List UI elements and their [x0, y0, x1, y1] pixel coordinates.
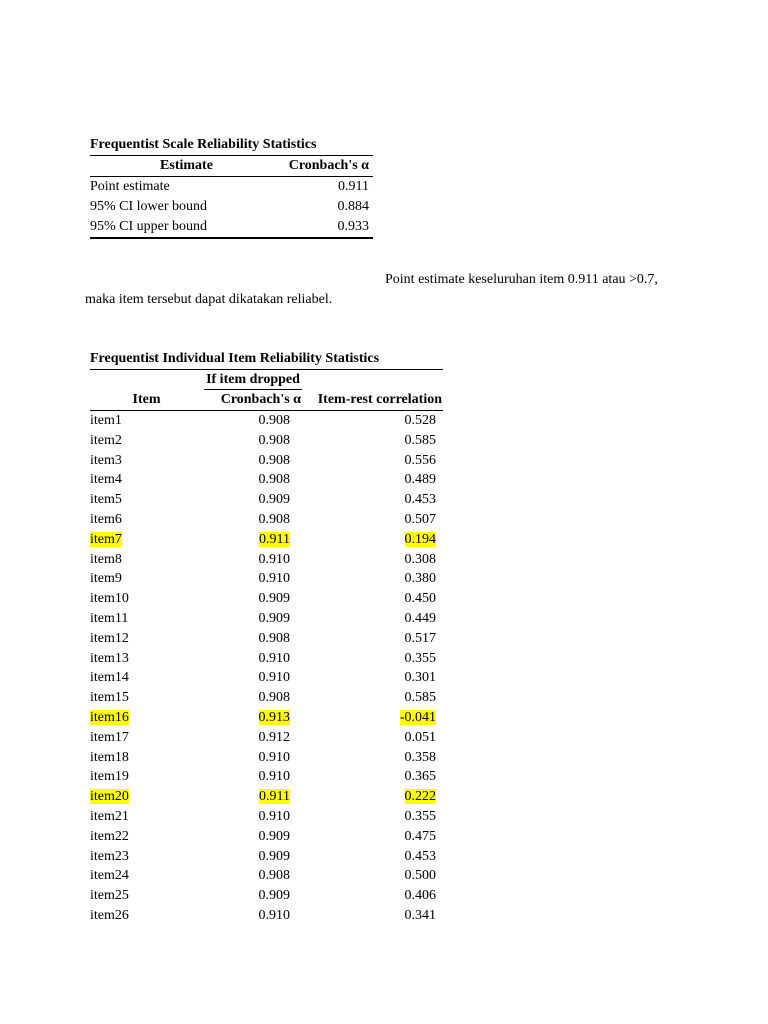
item-name-cell-text: item17 [90, 729, 129, 745]
item-reliability-table [90, 350, 443, 926]
group-header-spacer [90, 370, 203, 390]
item-rest-correlation-cell-text: 0.500 [404, 868, 436, 884]
table-row [90, 787, 443, 807]
table-row [90, 688, 443, 708]
item-rest-correlation-cell-text: 0.222 [404, 789, 436, 805]
table-row [90, 708, 443, 728]
item-name-cell [90, 728, 203, 748]
item-name-cell [90, 451, 203, 471]
item-name-cell [90, 906, 203, 926]
estimate-label: 95% CI upper bound [90, 217, 283, 238]
item-name-cell-text: item19 [90, 769, 129, 785]
item-rest-correlation-cell [303, 470, 443, 490]
alpha-if-dropped-cell [203, 550, 303, 570]
item-rest-correlation-cell-text: 0.355 [404, 808, 436, 824]
alpha-if-dropped-cell [203, 569, 303, 589]
item-rest-correlation-cell [303, 807, 443, 827]
alpha-if-dropped-cell [203, 866, 303, 886]
item-name-cell-text: item9 [90, 571, 122, 587]
item-name-cell-text: item24 [90, 868, 129, 884]
item-name-cell [90, 609, 203, 629]
item-name-cell [90, 787, 203, 807]
table-row [90, 609, 443, 629]
item-rest-correlation-cell [303, 767, 443, 787]
alpha-if-dropped-cell [203, 906, 303, 926]
estimate-value: 0.884 [337, 199, 369, 214]
alpha-if-dropped-cell-text: 0.910 [258, 571, 290, 587]
estimate-value: 0.933 [283, 217, 373, 238]
alpha-if-dropped-cell [203, 767, 303, 787]
alpha-if-dropped-cell [203, 411, 303, 431]
alpha-if-dropped-cell-text: 0.908 [258, 868, 290, 884]
alpha-if-dropped-cell [203, 589, 303, 609]
item-name-cell-text: item2 [90, 432, 122, 448]
alpha-if-dropped-cell-text: 0.910 [258, 769, 290, 785]
item-rest-correlation-cell [303, 510, 443, 530]
table-row [90, 649, 443, 669]
item-name-cell-text: item16 [90, 709, 129, 725]
alpha-if-dropped-cell [203, 649, 303, 669]
alpha-if-dropped-cell [203, 490, 303, 510]
table-row [90, 177, 373, 198]
item-rest-correlation-cell-text: 0.556 [404, 452, 436, 468]
item-header: Item [90, 390, 203, 411]
alpha-if-dropped-cell-text: 0.913 [258, 709, 290, 725]
item-name-cell [90, 550, 203, 570]
item-rest-correlation-cell [303, 827, 443, 847]
item-name-cell-text: item3 [90, 452, 122, 468]
alpha-if-dropped-cell-text: 0.910 [258, 551, 290, 567]
alpha-if-dropped-cell-text: 0.910 [258, 670, 290, 686]
item-name-cell [90, 688, 203, 708]
alpha-if-dropped-cell [203, 708, 303, 728]
item-rest-correlation-cell-text: 0.507 [404, 511, 436, 527]
table-row [90, 847, 443, 867]
item-name-cell [90, 490, 203, 510]
table-row [90, 490, 443, 510]
item-name-cell-text: item8 [90, 551, 122, 567]
alpha-if-dropped-cell [203, 431, 303, 451]
item-name-cell [90, 431, 203, 451]
alpha-if-dropped-cell [203, 609, 303, 629]
estimate-value: 0.911 [338, 179, 369, 194]
scale-table-title: Frequentist Scale Reliability Statistics [90, 136, 373, 156]
alpha-if-dropped-cell-text: 0.909 [258, 848, 290, 864]
alpha-if-dropped-cell-text: 0.909 [258, 610, 290, 626]
alpha-if-dropped-cell [203, 510, 303, 530]
alpha-if-dropped-cell-text: 0.908 [258, 690, 290, 706]
item-name-cell-text: item7 [90, 531, 122, 547]
item-name-cell [90, 411, 203, 431]
table-row [90, 431, 443, 451]
estimate-label: 95% CI lower bound [90, 199, 208, 214]
alpha-if-dropped-cell-text: 0.909 [258, 828, 290, 844]
item-rest-correlation-cell-text: 0.475 [404, 828, 436, 844]
interpretation-paragraph: Point estimate keseluruhan item 0.911 atau >0.7, maka item tersebut dapat dikatakan reliabel. [85, 272, 658, 307]
table-row [90, 470, 443, 490]
item-rest-correlation-cell-text: 0.308 [404, 551, 436, 567]
group-header-spacer [303, 370, 443, 390]
table-row [90, 866, 443, 886]
item-name-cell-text: item6 [90, 511, 122, 527]
alpha-if-dropped-cell [203, 688, 303, 708]
item-name-cell [90, 767, 203, 787]
item-rest-correlation-cell [303, 530, 443, 550]
item-rest-correlation-cell [303, 451, 443, 471]
item-name-cell-text: item21 [90, 808, 129, 824]
item-rest-correlation-cell [303, 668, 443, 688]
alpha-if-dropped-cell [203, 827, 303, 847]
item-name-cell [90, 748, 203, 768]
item-rest-correlation-cell-text: 0.489 [404, 472, 436, 488]
item-rest-correlation-cell-text: -0.041 [399, 709, 436, 725]
item-name-cell-text: item26 [90, 907, 129, 923]
item-rest-correlation-cell-text: 0.528 [404, 413, 436, 428]
alpha-if-dropped-cell-text: 0.912 [258, 729, 290, 745]
alpha-if-dropped-cell [203, 847, 303, 867]
table-row [90, 906, 443, 926]
item-rest-correlation-cell-text: 0.450 [404, 591, 436, 607]
item-rest-correlation-cell [303, 906, 443, 926]
table-row [90, 728, 443, 748]
item-rest-correlation-cell-text: 0.341 [404, 907, 436, 923]
item-rest-correlation-cell [303, 866, 443, 886]
item-name-cell-text: item13 [90, 650, 129, 666]
item-name-cell-text: item18 [90, 749, 129, 765]
table-row [90, 569, 443, 589]
item-rest-correlation-cell [303, 847, 443, 867]
item-name-cell-text: item11 [90, 610, 129, 626]
item-rest-correlation-cell-text: 0.194 [404, 531, 436, 547]
item-rest-correlation-cell [303, 431, 443, 451]
item-rest-correlation-cell [303, 748, 443, 768]
alpha-if-dropped-cell-text: 0.911 [259, 789, 290, 805]
table-row [90, 550, 443, 570]
item-name-cell [90, 510, 203, 530]
item-name-cell [90, 886, 203, 906]
alpha-if-dropped-cell-text: 0.908 [258, 511, 290, 527]
table-row [90, 807, 443, 827]
scale-reliability-table [90, 136, 373, 239]
item-rest-correlation-cell [303, 787, 443, 807]
item-table-title: Frequentist Individual Item Reliability Statistics [90, 350, 443, 370]
estimate-header: Estimate [90, 156, 283, 177]
item-name-cell [90, 866, 203, 886]
alpha-if-dropped-cell [203, 886, 303, 906]
item-rest-correlation-cell [303, 886, 443, 906]
item-name-cell-text: item22 [90, 828, 129, 844]
item-table-body [90, 411, 443, 926]
alpha-if-dropped-cell-text: 0.909 [258, 492, 290, 508]
estimate-label: Point estimate [90, 179, 170, 194]
item-name-cell-text: item5 [90, 492, 122, 508]
item-name-cell-text: item4 [90, 472, 122, 488]
item-name-cell [90, 827, 203, 847]
table-row [90, 451, 443, 471]
alpha-if-dropped-cell-text: 0.910 [258, 749, 290, 765]
if-item-dropped-header: If item dropped [203, 370, 303, 390]
item-name-cell-text: item14 [90, 670, 129, 686]
alpha-if-dropped-cell [203, 748, 303, 768]
alpha-if-dropped-cell-text: 0.908 [258, 452, 290, 468]
alpha-if-dropped-cell-text: 0.908 [258, 432, 290, 448]
item-name-cell [90, 470, 203, 490]
table-row [90, 827, 443, 847]
item-rest-correlation-cell [303, 629, 443, 649]
alpha-if-dropped-cell [203, 728, 303, 748]
item-table-header-row [90, 390, 443, 411]
alpha-if-dropped-cell [203, 787, 303, 807]
item-rest-correlation-cell-text: 0.453 [404, 492, 436, 508]
item-rest-correlation-cell-text: 0.449 [404, 610, 436, 626]
item-rest-correlation-cell-text: 0.355 [404, 650, 436, 666]
item-rest-correlation-cell-text: 0.358 [404, 749, 436, 765]
table-row [90, 886, 443, 906]
item-rest-correlation-cell [303, 569, 443, 589]
item-rest-correlation-header: Item-rest correlation [303, 390, 443, 411]
item-rest-correlation-cell [303, 728, 443, 748]
item-rest-correlation-cell [303, 490, 443, 510]
item-rest-correlation-cell [303, 589, 443, 609]
item-rest-correlation-cell [303, 708, 443, 728]
table-row [90, 668, 443, 688]
alpha-if-dropped-cell-text: 0.910 [258, 650, 290, 666]
item-name-cell [90, 847, 203, 867]
alpha-if-dropped-cell-text: 0.910 [258, 907, 290, 923]
alpha-if-dropped-cell-text: 0.909 [258, 591, 290, 607]
table-row [90, 767, 443, 787]
item-rest-correlation-cell [303, 411, 443, 431]
alpha-if-dropped-cell-text: 0.911 [259, 531, 290, 547]
item-rest-correlation-cell-text: 0.301 [404, 670, 436, 686]
alpha-if-dropped-cell [203, 451, 303, 471]
alpha-if-dropped-cell-text: 0.909 [258, 888, 290, 904]
alpha-if-dropped-cell [203, 668, 303, 688]
group-header-row [90, 370, 443, 390]
item-name-cell [90, 530, 203, 550]
table-row [90, 530, 443, 550]
item-rest-correlation-cell-text: 0.517 [404, 630, 436, 646]
item-rest-correlation-cell-text: 0.585 [404, 690, 436, 706]
alpha-if-dropped-cell-text: 0.910 [258, 808, 290, 824]
table-row [90, 589, 443, 609]
alpha-if-dropped-cell [203, 807, 303, 827]
item-name-cell [90, 668, 203, 688]
item-name-cell [90, 629, 203, 649]
item-name-cell [90, 708, 203, 728]
alpha-if-dropped-cell-text: 0.908 [258, 630, 290, 646]
scale-table-header-row [90, 156, 373, 177]
item-rest-correlation-cell-text: 0.380 [404, 571, 436, 587]
item-name-cell-text: item10 [90, 591, 129, 607]
cronbach-alpha-header: Cronbach's α [283, 156, 373, 177]
item-rest-correlation-cell [303, 550, 443, 570]
alpha-if-dropped-cell [203, 629, 303, 649]
table-row [90, 197, 373, 217]
item-rest-correlation-cell [303, 609, 443, 629]
item-name-cell-text: item15 [90, 690, 129, 706]
item-rest-correlation-cell [303, 688, 443, 708]
cronbach-alpha-header: Cronbach's α [203, 390, 303, 411]
item-rest-correlation-cell [303, 649, 443, 669]
table-row [90, 629, 443, 649]
item-name-cell [90, 807, 203, 827]
item-name-cell-text: item23 [90, 848, 129, 864]
item-rest-correlation-cell-text: 0.051 [404, 729, 436, 745]
table-row [90, 748, 443, 768]
item-name-cell-text: item12 [90, 630, 129, 646]
item-name-cell-text: item1 [90, 413, 122, 428]
alpha-if-dropped-cell-text: 0.908 [258, 472, 290, 488]
alpha-if-dropped-cell-text: 0.908 [258, 413, 290, 428]
item-name-cell [90, 569, 203, 589]
alpha-if-dropped-cell [203, 530, 303, 550]
item-rest-correlation-cell-text: 0.453 [404, 848, 436, 864]
item-name-cell [90, 649, 203, 669]
item-name-cell-text: item20 [90, 789, 129, 805]
item-rest-correlation-cell-text: 0.585 [404, 432, 436, 448]
table-row [90, 411, 443, 431]
table-row [90, 510, 443, 530]
item-rest-correlation-cell-text: 0.365 [404, 769, 436, 785]
table-row [90, 217, 373, 238]
item-name-cell [90, 589, 203, 609]
alpha-if-dropped-cell [203, 470, 303, 490]
item-rest-correlation-cell-text: 0.406 [404, 888, 436, 904]
item-name-cell-text: item25 [90, 888, 129, 904]
